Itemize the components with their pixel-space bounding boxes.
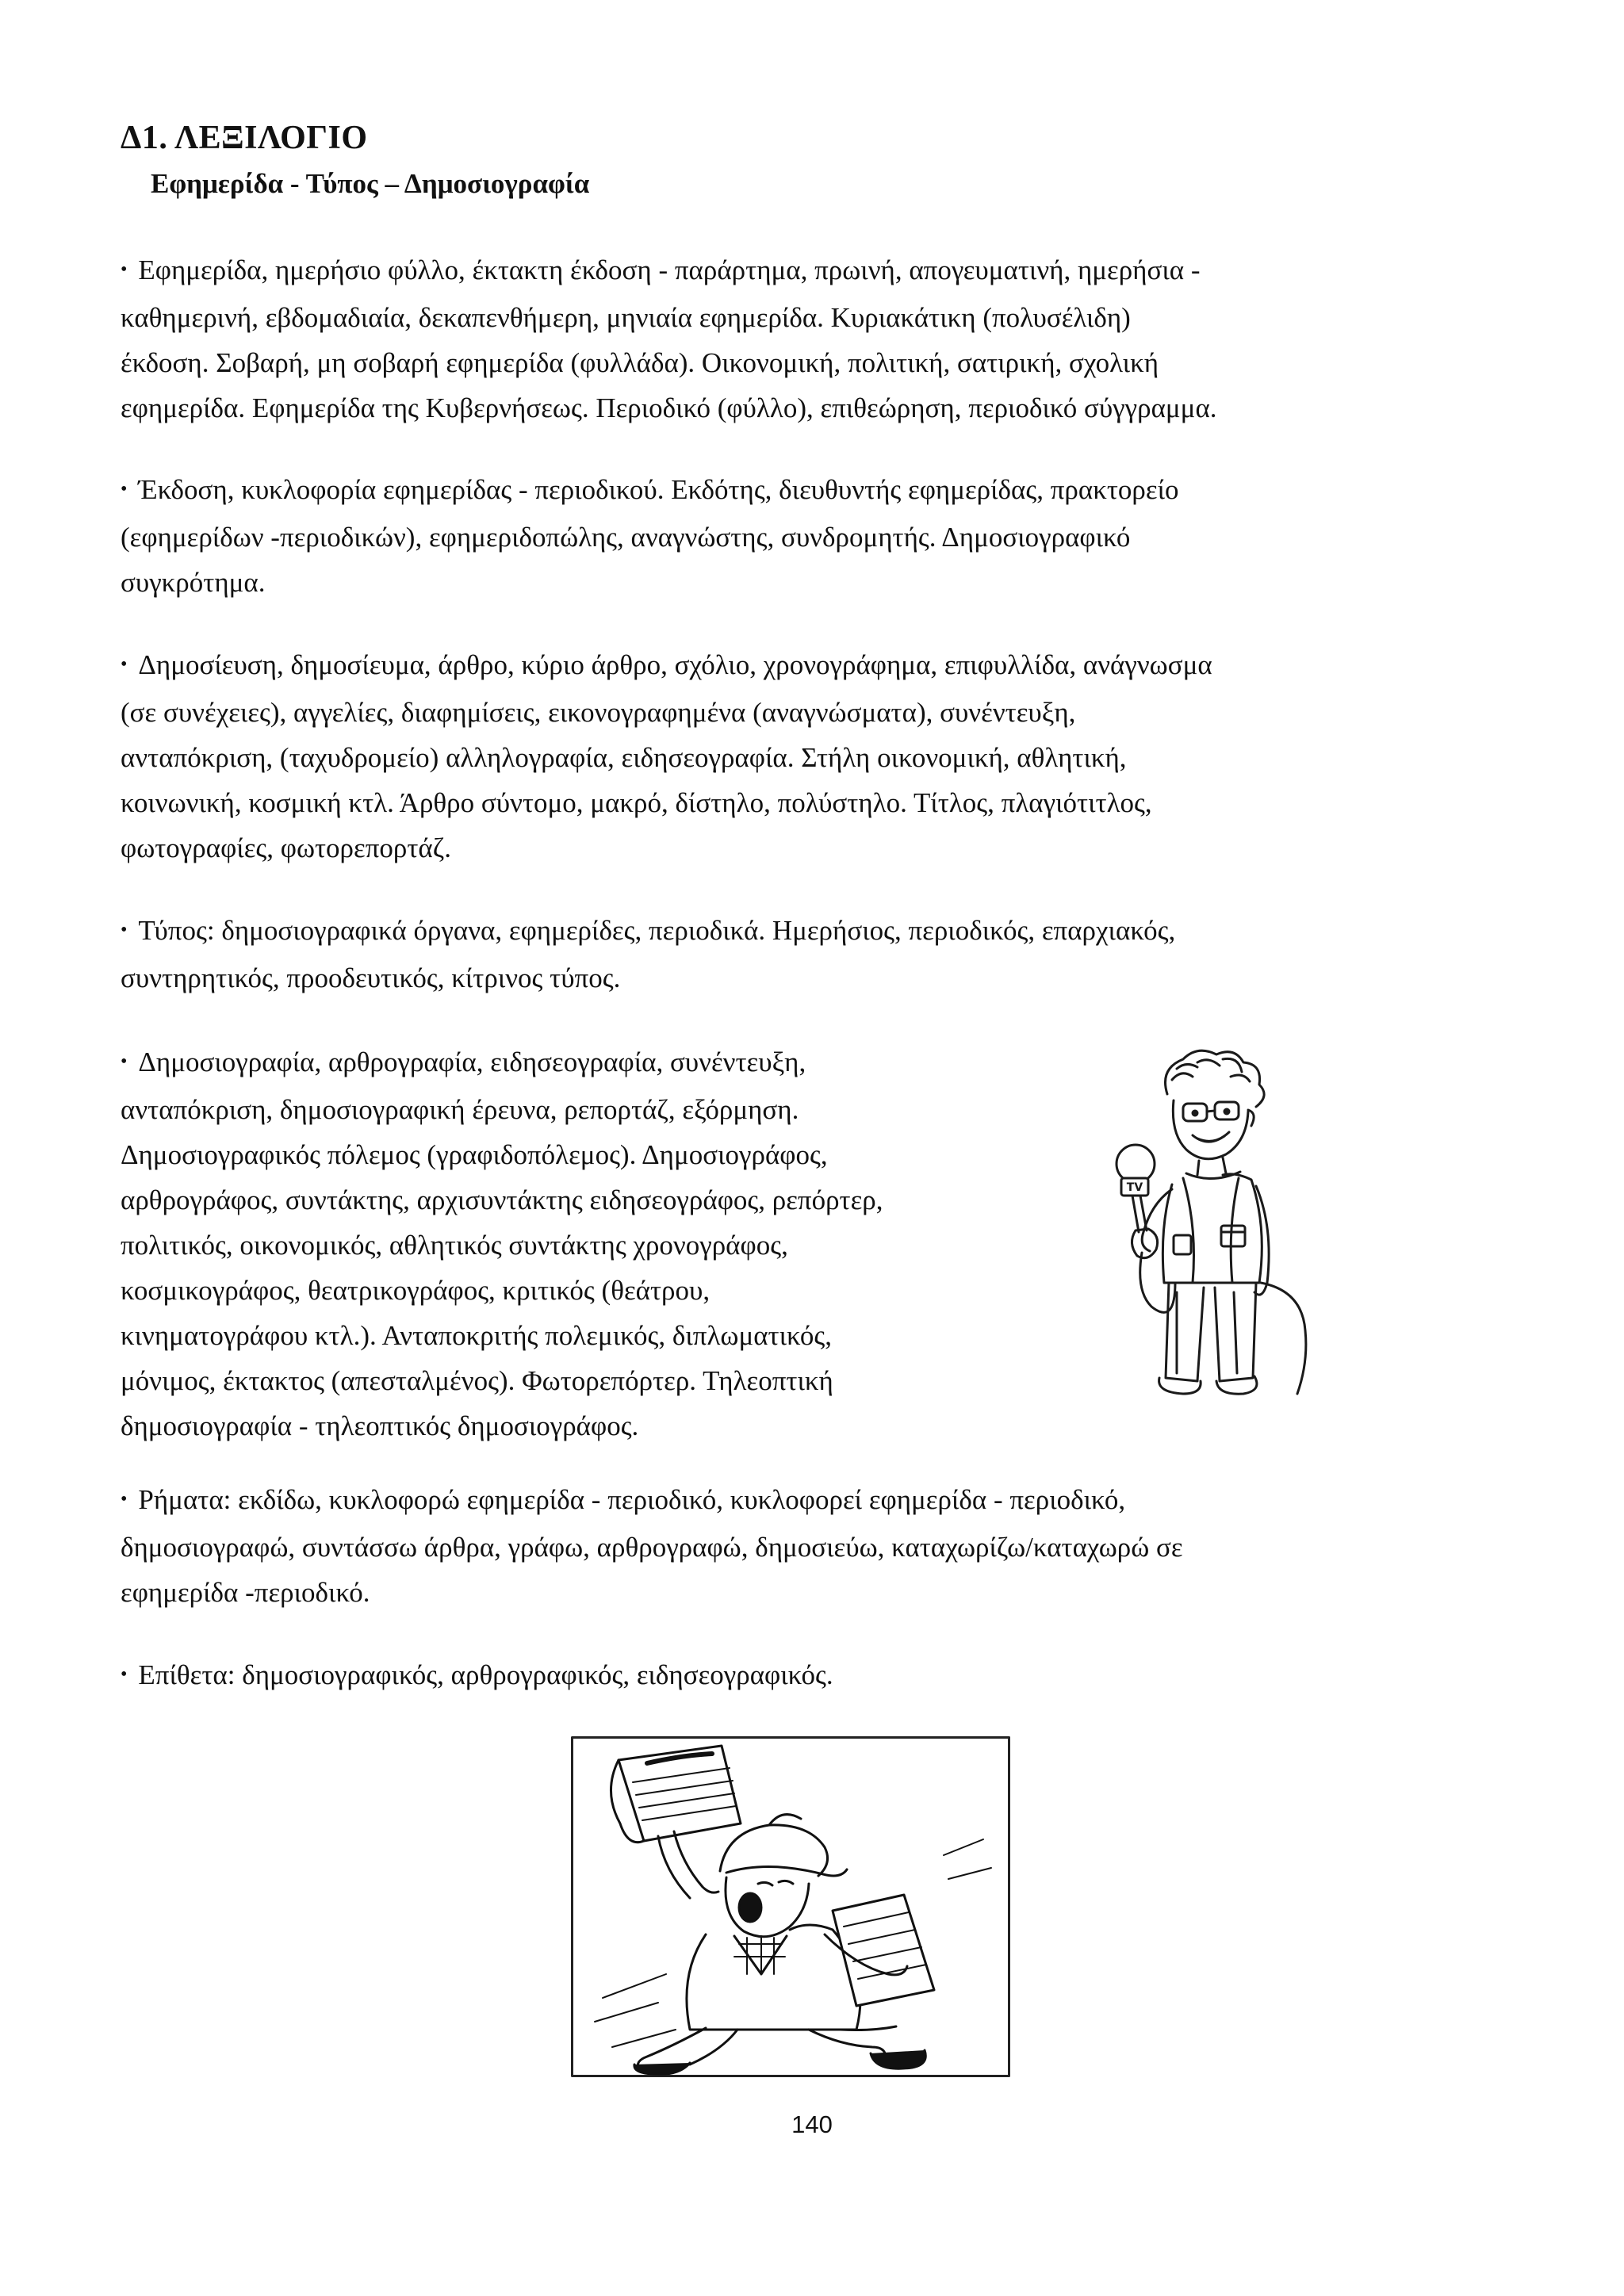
paragraph-line: δημοσιογραφώ, συντάσσω άρθρα, γράφω, αρθρογραφώ, δημοσιεύω, καταχωρίζω/καταχωρώ σε xyxy=(121,1532,1183,1563)
paragraph-line: καθημερινή, εβδομαδιαία, δεκαπενθήμερη, μηνιαία εφημερίδα. Κυριακάτικη (πολυσέλιδη) xyxy=(121,302,1131,334)
paragraph-line: • Ρήματα: εκδίδω, κυκλοφορώ εφημερίδα - περιοδικό, κυκλοφορεί εφημερίδα - περιοδικό, xyxy=(121,1484,1126,1515)
paragraph-publication xyxy=(121,467,1179,605)
paragraph-line: πολιτικός, οικονομικός, αθλητικός συντάκτης χρονογράφος, xyxy=(121,1230,788,1261)
bullet: • xyxy=(121,1489,128,1510)
paragraph-line: εφημερίδα. Εφημερίδα της Κυβερνήσεως. Περιοδικό (φύλλο), επιθεώρηση, περιοδικό σύγγραμμα. xyxy=(121,392,1217,424)
paragraph-line: συντηρητικός, προοδευτικός, κίτρινος τύπος. xyxy=(121,962,621,994)
paragraph-line: εφημερίδα -περιοδικό. xyxy=(121,1577,370,1609)
paragraph-line: συγκρότημα. xyxy=(121,567,266,599)
paragraph-press xyxy=(121,908,1175,1001)
newspaper-seller-illustration xyxy=(571,1736,1010,2077)
mic-label: TV xyxy=(1126,1181,1143,1194)
bullet: • xyxy=(121,1664,128,1686)
reporter-illustration xyxy=(1104,1045,1318,1399)
bullet: • xyxy=(121,654,128,675)
paragraph-line: Δημοσιογραφικός πόλεμος (γραφιδοπόλεμος). Δημοσιογράφος, xyxy=(121,1139,828,1171)
paragraph-journalism xyxy=(121,1039,883,1448)
page-title: Δ1. ΛΕΞΙΛΟΓΙΟ xyxy=(121,120,368,156)
paragraph-line: • Τύπος: δημοσιογραφικά όργανα, εφημερίδες, περιοδικά. Ημερήσιος, περιοδικός, επαρχιακός, xyxy=(121,915,1176,946)
page-subtitle: Εφημερίδα - Τύπος – Δημοσιογραφία xyxy=(151,168,590,199)
paragraph-line: μόνιμος, έκτακτος (απεσταλμένος). Φωτορεπόρτερ. Τηλεοπτική xyxy=(121,1365,833,1397)
paragraph-line: δημοσιογραφία - τηλεοπτικός δημοσιογράφος. xyxy=(121,1410,639,1442)
paragraph-line: • Δημοσιογραφία, αρθρογραφία, ειδησεογραφία, συνέντευξη, xyxy=(121,1047,806,1077)
bullet: • xyxy=(121,479,128,500)
bullet: • xyxy=(121,259,128,281)
paragraph-line: • Έκδοση, κυκλοφορία εφημερίδας - περιοδικού. Εκδότης, διευθυντής εφημερίδας, πρακτορείο xyxy=(121,474,1179,505)
paragraph-verbs xyxy=(121,1477,1183,1615)
page-number: 140 xyxy=(791,2110,833,2138)
paragraph-line: • Εφημερίδα, ημερήσιο φύλλο, έκτακτη έκδοση - παράρτημα, πρωινή, απογευματινή, ημερήσια - xyxy=(121,254,1201,285)
paragraph-line: αρθρογράφος, συντάκτης, αρχισυντάκτης ειδησεογράφος, ρεπόρτερ, xyxy=(121,1184,883,1216)
paragraph-articles xyxy=(121,642,1212,871)
paragraph-newspaper xyxy=(121,247,1217,430)
paragraph-line: έκδοση. Σοβαρή, μη σοβαρή εφημερίδα (φυλλάδα). Οικονομική, πολιτική, σατιρική, σχολική xyxy=(121,347,1159,379)
paragraph-line: ανταπόκριση, (ταχυδρομείο) αλληλογραφία, ειδησεογραφία. Στήλη οικονομική, αθλητική, xyxy=(121,742,1127,774)
paragraph-line: κινηματογράφου κτλ.). Ανταποκριτής πολεμικός, διπλωματικός, xyxy=(121,1320,833,1352)
paragraph-line: κοινωνική, κοσμική κτλ. Άρθρο σύντομο, μακρό, δίστηλο, πολύστηλο. Τίτλος, πλαγιότιτλος, xyxy=(121,787,1152,819)
paragraph-line: • Επίθετα: δημοσιογραφικός, αρθρογραφικός, ειδησεογραφικός. xyxy=(121,1659,833,1690)
paragraph-line: (σε συνέχειες), αγγελίες, διαφημίσεις, εικονογραφημένα (αναγνώσματα), συνέντευξη, xyxy=(121,697,1076,729)
paragraph-adjectives xyxy=(121,1652,833,1700)
paragraph-line: φωτογραφίες, φωτορεπορτάζ. xyxy=(121,832,451,864)
paragraph-line: κοσμικογράφος, θεατρικογράφος, κριτικός (θεάτρου, xyxy=(121,1275,710,1307)
bullet: • xyxy=(121,1051,128,1073)
bullet: • xyxy=(121,920,128,941)
paragraph-line: ανταπόκριση, δημοσιογραφική έρευνα, ρεπορτάζ, εξόρμηση. xyxy=(121,1094,799,1126)
paragraph-line: (εφημερίδων -περιοδικών), εφημεριδοπώλης, αναγνώστης, συνδρομητής. Δημοσιογραφικό xyxy=(121,522,1131,553)
paragraph-line: • Δημοσίευση, δημοσίευμα, άρθρο, κύριο άρθρο, σχόλιο, χρονογράφημα, επιφυλλίδα, ανάγνωσμα xyxy=(121,649,1212,680)
